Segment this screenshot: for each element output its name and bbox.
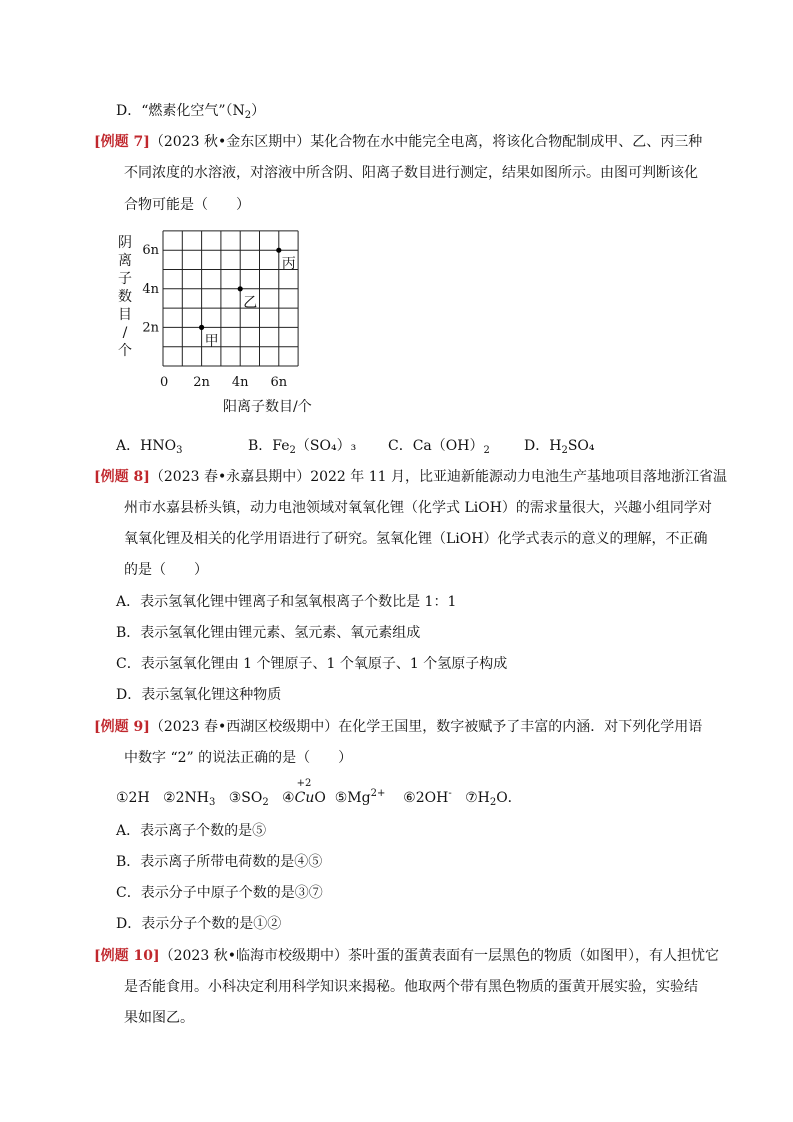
y-label-char: 子 [118,271,132,287]
example-7-option-b: B．$Fe_2(SO_4)_3$ [248,438,357,456]
example-8-label: [例题 8] [94,469,150,485]
example-8-option-d: D．表示氢氧化锂这种物质 [116,687,282,703]
example-7-option-a: A．$HNO_3$ [116,438,183,456]
example-9-line-2: 中数字 “2” 的说法正确的是（ ） [124,750,353,766]
example-7-line-2: 不同浓度的水溶液，对溶液中所含阴、阳离子数目进行测定，结果如图所示。由图可判断该化 [124,165,698,181]
symbol-3: $③SO_2$ [228,790,269,808]
example-9-line-1: [例题 9]（2023 春•西湖区校级期中）在化学王国里，数字被赋予了丰富的内涵．对下列化学用语 [94,719,703,735]
example-8-line-1: [例题 8]（2023 春•永嘉县期中）2022 年 11 月，比亚迪新能源动力电池生产基地项目落地浙江省温 [94,469,728,485]
example-8-line-2: 州市水嘉县桥头镇，动力电池领域对氧氧化锂（化学式 LiOH）的需求量很大，兴趣小组同学对 [124,500,712,516]
data-point-label: 乙 [243,294,258,311]
chemical-symbols-row [116,778,522,808]
symbol-6: ⑥2OH- [403,788,452,806]
example-8-option-b: B．表示氢氧化锂由锂元素、氢元素、氧元素组成 [116,625,421,641]
y-tick-label: 4n [142,281,159,297]
example-7-option-d: D．$H_2SO_4$ [524,438,595,456]
example-7-line-3: 合物可能是（ ） [124,197,250,213]
question-6-option-d: D．“燃素化空气$”(N_2)$ [116,103,266,121]
example-8-line-4: 的是（ ） [124,562,208,578]
example-9-option-d: D．表示分子个数的是①② [116,916,282,932]
x-tick-label: 2n [193,375,210,390]
y-label-char: 个 [118,343,132,359]
data-point-label: 甲 [204,333,219,350]
example-8-line-3: 氧氧化锂及相关的化学用语进行了研究。氢氧化锂（LiOH）化学式表示的意义的理解，不正确 [124,531,708,547]
example-7-label: [例题 7] [94,134,150,150]
symbol-7: $⑦H_2O$． [465,790,522,808]
y-tick-label: 2n [142,320,159,336]
data-point-甲 [199,325,204,330]
data-point-丙 [276,248,281,253]
example-10-label: [例题 10] [94,948,160,964]
data-point-label: 丙 [281,256,296,273]
example-10-line-3: 果如图乙。 [124,1010,194,1026]
symbol-2: $②2NH_3$ [163,790,216,808]
y-label-char: 阴 [118,235,132,251]
symbol-1: ①2H [116,790,150,806]
y-label-char: / [122,325,128,341]
symbol-5: $⑤Mg^{2+}$ [334,788,386,806]
example-7-option-c: C．$Ca(OH)_2$ [388,438,490,456]
y-tick-label: 6n [142,243,159,259]
example-9-option-a: A．表示离子个数的是⑤ [116,823,267,839]
data-point-乙 [238,286,243,291]
example-9-label: [例题 9] [94,719,150,735]
symbol-4: ④ +2 CuO [282,778,326,806]
y-label-char: 离 [118,253,132,269]
example-10-line-2: 是否能食用。小科决定利用科学知识来揭秘。他取两个带有黑色物质的蛋黄开展实验，实验结 [124,979,698,995]
x-tick-label: 6n [270,375,288,390]
example-8-option-a: A．表示氢氧化锂中锂离子和氢氧根离子个数比是 1：1 [116,594,457,610]
example-9-option-c: C．表示分子中原子个数的是③⑦ [116,885,323,901]
x-tick-label: 4n [231,375,249,390]
example-9-option-b: B．表示离子所带电荷数的是④⑤ [116,854,323,870]
y-label-char: 目 [118,307,132,323]
example-10-line-1: [例题 10]（2023 秋•临海市校级期中）茶叶蛋的蛋黄表面有一层黑色的物质（如图甲），有人担忧它 [94,948,719,964]
example-8-option-c: C．表示氢氧化锂由 1 个锂原子、1 个氧原子、1 个氢原子构成 [116,656,508,672]
origin-label: 0 [160,375,169,390]
chart-x-axis-label: 阳离子数目/个 [223,399,312,415]
example-7-line-1: [例题 7]（2023 秋•金东区期中）某化合物在水中能完全电离，将该化合物配制成甲、乙、丙三种 [94,134,703,150]
chart-svg [110,226,340,421]
y-label-char: 数 [118,289,132,305]
ion-count-chart [110,226,340,421]
